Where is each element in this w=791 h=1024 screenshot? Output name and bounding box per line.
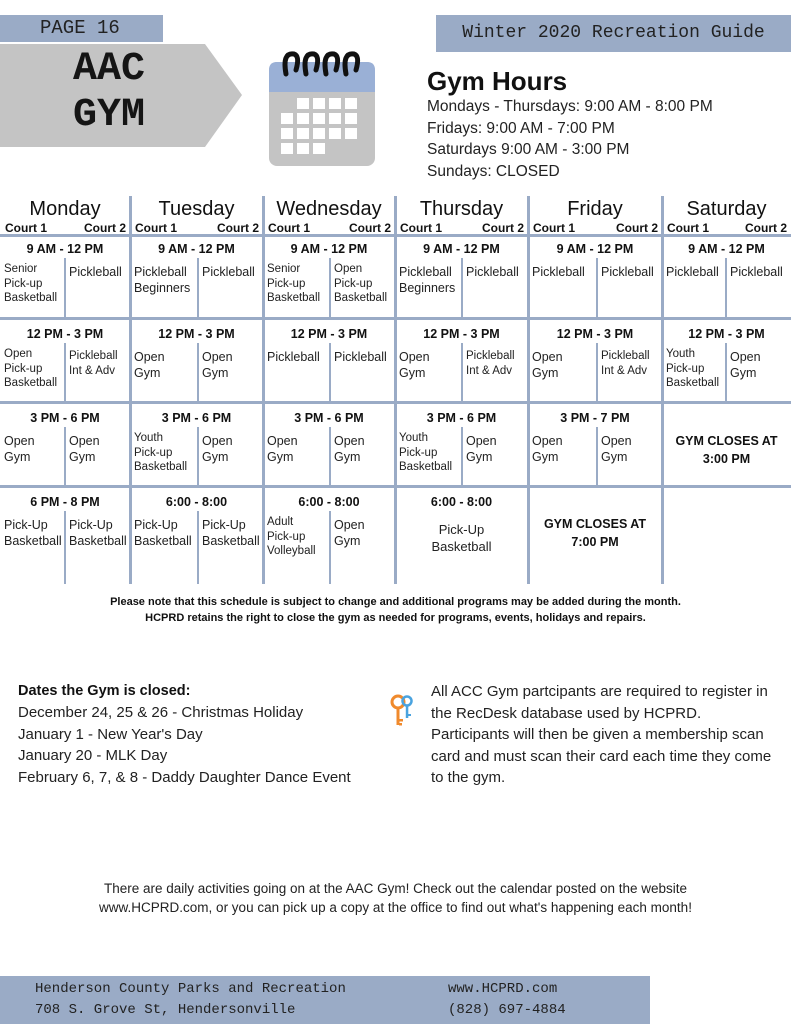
activity-line: Pick-Up bbox=[4, 518, 48, 532]
court-divider bbox=[329, 427, 331, 487]
activity-line: Open bbox=[202, 434, 233, 448]
time-slot-label: 9 AM - 12 PM bbox=[556, 242, 634, 256]
activity-line: Pick-Up bbox=[69, 518, 113, 532]
guide-title-banner: Winter 2020 Recreation Guide bbox=[436, 15, 791, 52]
time-slot-label: 3 PM - 7 PM bbox=[560, 411, 630, 425]
court-divider bbox=[596, 343, 598, 403]
activity-line: Pick-up bbox=[267, 277, 306, 290]
day-header-wednesday bbox=[263, 196, 395, 236]
activity-line: Youth bbox=[399, 432, 428, 444]
page-title bbox=[24, 47, 194, 139]
activity-line: Gym bbox=[4, 450, 31, 464]
closed-date-item: January 20 - MLK Day bbox=[18, 747, 168, 764]
court-divider bbox=[461, 427, 463, 487]
court-2-activity bbox=[601, 433, 632, 465]
note-line: GYM CLOSES AT bbox=[543, 517, 647, 531]
court-2-activity bbox=[334, 517, 365, 549]
court-1-label: Court 1 bbox=[533, 221, 575, 235]
activity-line: Open bbox=[4, 434, 35, 448]
court-2-activity bbox=[334, 262, 387, 306]
court-1-activity bbox=[267, 515, 316, 559]
court-divider bbox=[197, 427, 199, 487]
activity-line: Gym bbox=[532, 366, 559, 380]
activity-line: Pick-Up bbox=[202, 518, 246, 532]
court-1-activity bbox=[267, 262, 320, 306]
court-divider bbox=[596, 258, 598, 319]
activity-line: Senior bbox=[4, 263, 38, 275]
court-divider bbox=[197, 258, 199, 319]
court-2-activity bbox=[730, 264, 783, 280]
court-2-activity bbox=[601, 349, 650, 378]
court-2-label: Court 2 bbox=[217, 221, 259, 235]
activity-line: Pickleball bbox=[69, 265, 122, 279]
activity-line: Senior bbox=[267, 263, 301, 275]
court-1-activity bbox=[532, 264, 585, 280]
footer-bar bbox=[0, 976, 650, 1024]
activity-line: Open bbox=[399, 350, 430, 364]
activity-line: Int & Adv bbox=[466, 364, 513, 377]
gym-hours-line: Mondays - Thursdays: 9:00 AM - 8:00 PM bbox=[427, 98, 713, 115]
calendar-icon bbox=[268, 48, 376, 167]
court-1-activity bbox=[399, 264, 455, 296]
court-2-activity bbox=[69, 433, 100, 465]
time-slot-label: 9 AM - 12 PM bbox=[423, 242, 500, 256]
activity-line: Pickleball bbox=[267, 350, 320, 364]
court-2-activity bbox=[69, 517, 127, 549]
court-2-activity bbox=[466, 433, 497, 465]
merged-activity bbox=[395, 521, 528, 555]
activity-line: Gym bbox=[202, 366, 229, 380]
activity-line: Gym bbox=[334, 534, 361, 548]
activity-line: Pickleball bbox=[466, 265, 519, 279]
closed-dates-list bbox=[18, 702, 351, 788]
court-2-activity bbox=[202, 264, 255, 280]
court-2-label: Court 2 bbox=[84, 221, 126, 235]
activity-line: Basketball bbox=[334, 292, 388, 304]
disclaimer-line: Please note that this schedule is subject to change and additional programs may be added during the month. bbox=[110, 596, 681, 608]
day-header-thursday bbox=[395, 196, 528, 236]
activity-line: Open bbox=[4, 348, 33, 360]
activity-line: Beginners bbox=[399, 281, 456, 295]
court-1-activity bbox=[4, 262, 57, 306]
court-2-activity bbox=[466, 264, 519, 280]
court-2-activity bbox=[202, 517, 260, 549]
court-divider bbox=[725, 258, 727, 319]
closed-date-item: January 1 - New Year's Day bbox=[18, 725, 203, 743]
activity-line: Gym bbox=[69, 450, 96, 464]
court-1-activity bbox=[666, 264, 719, 280]
court-1-label: Court 1 bbox=[5, 221, 47, 235]
day-header-saturday bbox=[662, 196, 791, 236]
activity-line: Basketball bbox=[202, 534, 260, 548]
court-2-activity bbox=[69, 264, 122, 280]
court-1-activity bbox=[134, 264, 190, 296]
court-divider bbox=[725, 343, 727, 403]
disclaimer-line: HCPRD retains the right to close the gym as needed for programs, events, holidays and repairs. bbox=[145, 612, 646, 624]
activity-line: Int & Adv bbox=[69, 364, 116, 377]
time-slot-label: 9 AM - 12 PM bbox=[26, 242, 104, 256]
activity-line: Basketball bbox=[666, 377, 720, 389]
court-2-label: Court 2 bbox=[349, 221, 391, 235]
activity-line: Volleyball bbox=[267, 545, 316, 557]
activity-line: Basketball bbox=[4, 377, 58, 389]
activity-line: Pick-up bbox=[4, 362, 43, 375]
activity-line: Pickleball bbox=[601, 350, 650, 362]
time-slot-label: 12 PM - 3 PM bbox=[423, 327, 500, 341]
time-slot-label: 6:00 - 8:00 bbox=[165, 495, 228, 509]
court-1-activity bbox=[4, 517, 62, 549]
court-divider bbox=[64, 343, 66, 403]
activity-line: Gym bbox=[399, 366, 426, 380]
day-name: Friday bbox=[567, 198, 623, 220]
page-number-label: PAGE 16 bbox=[0, 15, 163, 42]
court-2-activity bbox=[202, 349, 233, 381]
gym-hours-list bbox=[427, 96, 713, 182]
activity-line: Int & Adv bbox=[601, 364, 648, 377]
time-slot-label: 12 PM - 3 PM bbox=[26, 327, 104, 341]
closed-date-item: December 24, 25 & 26 - Christmas Holiday bbox=[18, 704, 304, 721]
court-1-activity bbox=[399, 431, 452, 475]
court-2-activity bbox=[334, 349, 387, 365]
court-divider bbox=[596, 427, 598, 487]
court-1-activity bbox=[267, 349, 320, 365]
court-1-label: Court 1 bbox=[135, 221, 177, 235]
closed-date-item: February 6, 7, & 8 - Daddy Daughter Dance Event bbox=[18, 768, 351, 786]
note-line: 7:00 PM bbox=[571, 535, 619, 549]
daily-activities-note: There are daily activities going on at the AAC Gym! Check out the calendar posted on the website www.HCPRD.com, or you can pick up a copy at the office to find out what's happening each month! bbox=[99, 881, 692, 915]
footer-phone: (828) 697-4884 bbox=[448, 1002, 566, 1018]
activity-line: Gym bbox=[601, 450, 628, 464]
activity-line: Pick-Up bbox=[134, 518, 178, 532]
court-2-label: Court 2 bbox=[616, 221, 658, 235]
gym-hours-line: Fridays: 9:00 AM - 7:00 PM bbox=[427, 119, 615, 137]
activity-line: Gym bbox=[267, 450, 294, 464]
note-line: GYM CLOSES AT bbox=[675, 434, 778, 448]
activity-line: Pick-up bbox=[4, 277, 43, 290]
court-2-label: Court 2 bbox=[745, 221, 787, 235]
activity-line: Basketball bbox=[69, 534, 127, 548]
activity-line: Open bbox=[334, 263, 363, 275]
activity-line: Open bbox=[466, 434, 497, 448]
time-slot-label: 6 PM - 8 PM bbox=[30, 495, 100, 509]
court-2-activity bbox=[334, 433, 365, 465]
time-slot-label: 9 AM - 12 PM bbox=[290, 242, 368, 256]
activity-line: Open bbox=[601, 434, 632, 448]
time-slot-label: 6:00 - 8:00 bbox=[298, 495, 360, 509]
activity-line: Gym bbox=[202, 450, 229, 464]
time-slot-label: 12 PM - 3 PM bbox=[290, 327, 368, 341]
time-slot-label: 9 AM - 12 PM bbox=[688, 242, 765, 256]
court-2-label: Court 2 bbox=[482, 221, 524, 235]
time-slot-label: 9 AM - 12 PM bbox=[158, 242, 235, 256]
activity-line: Open bbox=[334, 434, 365, 448]
activity-line: Pickleball bbox=[601, 265, 654, 279]
court-1-activity bbox=[134, 349, 165, 381]
activity-line: Basketball bbox=[4, 292, 58, 304]
activity-line: Basketball bbox=[431, 539, 492, 554]
activity-line: Gym bbox=[466, 450, 493, 464]
activity-line: Beginners bbox=[134, 281, 191, 295]
court-2-activity bbox=[202, 433, 233, 465]
activity-line: Youth bbox=[134, 432, 163, 444]
weekly-schedule-grid bbox=[0, 196, 791, 586]
court-1-label: Court 1 bbox=[268, 221, 310, 235]
activity-line: Gym bbox=[730, 366, 757, 380]
activity-line: Basketball bbox=[134, 534, 192, 548]
court-divider bbox=[64, 427, 66, 487]
court-1-activity bbox=[267, 433, 298, 465]
closed-dates-title: Dates the Gym is closed: bbox=[18, 683, 191, 699]
title-line-1: AAC bbox=[72, 47, 145, 92]
activity-line: Pick-up bbox=[334, 277, 373, 290]
title-line-2: GYM bbox=[72, 93, 145, 138]
court-2-activity bbox=[69, 349, 118, 378]
activity-line: Pickleball bbox=[202, 265, 255, 279]
activity-line: Gym bbox=[134, 366, 161, 380]
gym-closes-note bbox=[528, 515, 662, 551]
court-1-activity bbox=[532, 349, 563, 381]
court-2-activity bbox=[601, 264, 654, 280]
time-slot-label: 6:00 - 8:00 bbox=[430, 495, 493, 509]
activity-line: Basketball bbox=[399, 461, 453, 473]
activity-line: Pickleball bbox=[666, 265, 719, 279]
footer-organization: Henderson County Parks and Recreation bbox=[35, 981, 346, 997]
day-header-tuesday bbox=[130, 196, 263, 236]
schedule-disclaimer bbox=[40, 594, 751, 626]
footer-address: 708 S. Grove St, Hendersonville bbox=[35, 1002, 296, 1018]
court-divider bbox=[329, 343, 331, 403]
court-1-label: Court 1 bbox=[400, 221, 442, 235]
activity-line: Open bbox=[532, 350, 563, 364]
activity-line: Pick-up bbox=[267, 530, 306, 543]
court-1-activity bbox=[4, 433, 35, 465]
time-slot-label: 3 PM - 6 PM bbox=[294, 411, 364, 425]
activity-line: Gym bbox=[532, 450, 559, 464]
activity-line: Basketball bbox=[134, 461, 188, 473]
court-divider bbox=[64, 511, 66, 584]
activity-line: Gym bbox=[334, 450, 361, 464]
gym-hours-line: Saturdays 9:00 AM - 3:00 PM bbox=[427, 141, 630, 158]
note-line: 3:00 PM bbox=[702, 452, 751, 466]
activity-line: Pick-up bbox=[666, 362, 705, 375]
activity-line: Open bbox=[202, 350, 233, 364]
day-name: Tuesday bbox=[158, 198, 235, 220]
gym-closes-note bbox=[662, 432, 791, 468]
activity-line: Pick-Up bbox=[438, 522, 485, 537]
activity-line: Pickleball bbox=[730, 265, 783, 279]
activity-line: Pickleball bbox=[134, 265, 187, 279]
day-name: Monday bbox=[29, 198, 101, 220]
court-divider bbox=[329, 258, 331, 319]
activity-line: Open bbox=[267, 434, 298, 448]
court-1-activity bbox=[532, 433, 563, 465]
court-divider bbox=[197, 343, 199, 403]
activity-line: Pickleball bbox=[466, 350, 515, 362]
court-1-activity bbox=[134, 431, 187, 475]
activity-line: Pickleball bbox=[69, 350, 118, 362]
court-2-activity bbox=[466, 349, 515, 378]
activity-line: Pick-up bbox=[134, 446, 173, 459]
activity-line: Adult bbox=[267, 516, 294, 528]
gym-hours-title: Gym Hours bbox=[427, 66, 568, 96]
activity-line: Open bbox=[69, 434, 100, 448]
activity-line: Open bbox=[334, 518, 365, 532]
court-divider bbox=[329, 511, 331, 584]
court-divider bbox=[197, 511, 199, 584]
activity-line: Open bbox=[532, 434, 563, 448]
court-2-activity bbox=[730, 349, 761, 381]
activity-line: Pick-up bbox=[399, 446, 438, 459]
activity-line: Basketball bbox=[267, 292, 321, 304]
gym-hours-line: Sundays: CLOSED bbox=[427, 162, 560, 180]
keys-icon bbox=[390, 694, 414, 730]
footer-website: www.HCPRD.com bbox=[448, 981, 558, 997]
time-slot-label: 3 PM - 6 PM bbox=[426, 411, 497, 425]
activity-line: Basketball bbox=[4, 534, 62, 548]
court-divider bbox=[64, 258, 66, 319]
activity-line: Open bbox=[134, 350, 165, 364]
time-slot-label: 3 PM - 6 PM bbox=[161, 411, 232, 425]
court-1-activity bbox=[666, 347, 719, 391]
activity-line: Pickleball bbox=[532, 265, 585, 279]
time-slot-label: 3 PM - 6 PM bbox=[30, 411, 100, 425]
time-slot-label: 12 PM - 3 PM bbox=[158, 327, 235, 341]
day-name: Wednesday bbox=[276, 198, 382, 220]
court-1-activity bbox=[4, 347, 57, 391]
time-slot-label: 12 PM - 3 PM bbox=[556, 327, 634, 341]
court-divider bbox=[461, 258, 463, 319]
activity-line: Youth bbox=[666, 348, 695, 360]
court-divider bbox=[461, 343, 463, 403]
registration-notice: All ACC Gym partcipants are required to register in the RecDesk database used by HCPRD. Participants will then be given a membership scan card and must scan their card each time they come to the gym. bbox=[431, 683, 772, 786]
day-header-monday bbox=[0, 196, 130, 236]
day-name: Thursday bbox=[419, 198, 504, 220]
court-1-label: Court 1 bbox=[667, 221, 709, 235]
activity-line: Open bbox=[730, 350, 761, 364]
activity-line: Pickleball bbox=[334, 350, 387, 364]
time-slot-label: 12 PM - 3 PM bbox=[688, 327, 765, 341]
court-1-activity bbox=[399, 349, 430, 381]
day-name: Saturday bbox=[686, 198, 767, 220]
court-1-activity bbox=[134, 517, 192, 549]
day-header-friday bbox=[528, 196, 662, 236]
activity-line: Pickleball bbox=[399, 265, 452, 279]
